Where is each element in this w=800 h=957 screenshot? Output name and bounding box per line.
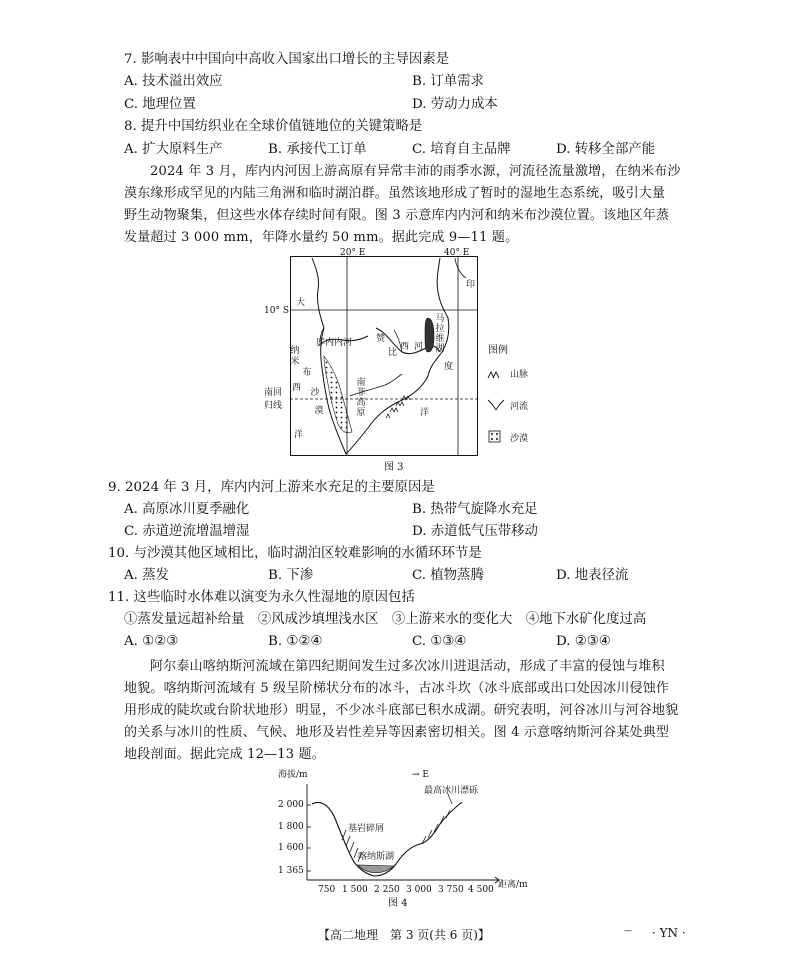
plateau-label-3: 高	[356, 398, 366, 408]
q9-option-c[interactable]: C. 赤道逆流增温增湿	[124, 524, 250, 539]
question-8-stem: 8. 提升中国纺织业在全球价值链地位的关键策略是	[124, 119, 423, 134]
q8-option-b[interactable]: B. 承接代工订单	[268, 142, 367, 157]
x-tick-2250: 2 250	[374, 885, 400, 895]
x-tick-1500: 1 500	[342, 885, 368, 895]
question-11-choices: ①蒸发量远超补给量 ②风成沙填埋浅水区 ③上游来水的变化大 ④地下水矿化度过高	[124, 612, 647, 627]
ocean-left-label-2: 洋	[294, 430, 304, 440]
q7-option-d[interactable]: D. 劳动力成本	[412, 97, 498, 112]
namib-label-2: 米	[290, 357, 300, 367]
tropic-label-line-1: 南回	[264, 388, 283, 398]
q8-option-d[interactable]: D. 转移全部产能	[556, 142, 656, 157]
valley-profile-line	[312, 802, 462, 876]
passage-1-line-3: 野生动物聚集，但这些水体存续时间有限。图 3 示意库内内河和纳米布沙漠位置。该地区年蒸	[124, 208, 670, 223]
q11-option-b[interactable]: B. ①②④	[268, 634, 323, 649]
zambezi-label-1: 赞	[376, 334, 386, 344]
namib-label-1: 纳	[290, 346, 300, 356]
lake-label: 喀纳斯湖	[358, 852, 395, 862]
africa-map	[290, 256, 478, 456]
namib-label-3: 布	[302, 368, 312, 378]
passage-1-line-2: 漠东缘形成罕见的内陆三角洲和临时湖泊群。虽然该地形成了暂时的湿地生态系统，吸引大量	[124, 186, 666, 201]
q11-option-c[interactable]: C. ①③④	[412, 634, 467, 649]
question-7-stem: 7. 影响表中中国向中高收入国家出口增长的主导因素是	[124, 52, 450, 67]
lake-label-4: 湖	[435, 344, 445, 354]
tropic-label-line-2: 归线	[264, 401, 283, 411]
lon-40e-label: 40° E	[444, 248, 470, 258]
q7-option-b[interactable]: B. 订单需求	[412, 74, 484, 89]
question-11-stem: 11. 这些临时水体难以演变为永久性湿地的原因包括	[108, 590, 415, 605]
plateau-label-2: 非	[356, 388, 366, 398]
x-tick-4500: 4 500	[468, 885, 494, 895]
legend-desert-label: 沙漠	[510, 434, 529, 444]
q11-option-a[interactable]: A. ①②③	[124, 634, 179, 649]
passage-2-line-3: 用形成的陡坎或台阶状地形）明显，不少冰斗底部已积水成湖。研究表明，河谷冰川与河谷地貌	[124, 703, 679, 718]
y-tick-1800: 1 800	[278, 822, 304, 832]
q9-option-b[interactable]: B. 热带气旋降水充足	[412, 502, 538, 517]
lat-10s-label: 10° S	[264, 306, 289, 316]
lake-label-2: 拉	[435, 324, 445, 334]
indian-label-1: 印	[466, 280, 476, 290]
lake-label-1: 马	[435, 314, 445, 324]
q10-option-d[interactable]: D. 地表径流	[556, 568, 629, 583]
namib-label-4: 沙	[310, 388, 320, 398]
ocean-left-top-label: 大	[296, 298, 306, 308]
namib-label-5: 漠	[314, 406, 324, 416]
q10-option-b[interactable]: B. 下渗	[268, 568, 314, 583]
y-tick-1365: 1 365	[278, 866, 304, 876]
valley-profile-figure-4	[262, 764, 528, 914]
x-tick-3000: 3 000	[406, 885, 432, 895]
legend-mountain-icon	[486, 366, 506, 380]
q10-option-a[interactable]: A. 蒸发	[124, 568, 169, 583]
q9-option-d[interactable]: D. 赤道低气压带移动	[412, 524, 538, 539]
footer-mark: —	[624, 926, 632, 935]
passage-1-line-1: 2024 年 3 月，库内内河因上游高原有异常丰沛的雨季水源，河流径流量激增，在纳米布沙	[150, 164, 681, 179]
q8-option-c[interactable]: C. 培育自主品牌	[412, 142, 511, 157]
legend-title: 图例	[488, 345, 508, 356]
footer-right: · YN ·	[652, 926, 686, 940]
ocean-left-label-1: 西	[292, 383, 302, 393]
lake-malawi	[425, 318, 434, 352]
indian-label-2: 度	[444, 362, 454, 372]
passage-1-line-4: 发量超过 3 000 mm，年降水量约 50 mm。据此完成 9—11 题。	[124, 230, 519, 245]
zambezi-label-4: 河	[414, 342, 424, 352]
legend-mountain-label: 山脉	[510, 370, 529, 380]
plateau-label-1: 南	[356, 378, 366, 388]
page-footer: 【高二地理 第 3 页(共 6 页)】	[318, 928, 490, 942]
lake-label-3: 维	[435, 334, 445, 344]
direction-label: → E	[412, 770, 429, 780]
question-9-stem: 9. 2024 年 3 月，库内内河上游来水充足的主要原因是	[108, 480, 435, 495]
legend-river-label: 河流	[510, 402, 529, 412]
q7-option-a[interactable]: A. 技术溢出效应	[124, 74, 223, 89]
figure-3-caption: 图 3	[384, 462, 404, 473]
q10-option-c[interactable]: C. 植物蒸腾	[412, 568, 484, 583]
lon-20e-label: 20° E	[340, 248, 366, 258]
passage-2-line-2: 地貌。喀纳斯河流域有 5 级呈阶梯状分布的冰斗，古冰斗坎（冰斗底部或出口处因冰川侵蚀作	[124, 681, 670, 696]
question-10-stem: 10. 与沙漠其他区域相比，临时湖泊区较难影响的水循环环节是	[108, 546, 482, 561]
legend-river-icon	[486, 398, 506, 412]
passage-2-line-5: 地段剖面。据此完成 12—13 题。	[124, 747, 325, 762]
q11-option-d[interactable]: D. ②③④	[556, 634, 611, 649]
q9-option-a[interactable]: A. 高原冰川夏季融化	[124, 502, 250, 517]
scree-label: 基岩碎屑	[348, 824, 385, 834]
kunene-river-label: 库内内河	[316, 338, 353, 348]
zambezi-label-2: 比	[388, 348, 398, 358]
x-axis-label: 距离/m	[498, 880, 528, 890]
x-tick-3750: 3 750	[438, 885, 464, 895]
q8-option-a[interactable]: A. 扩大原料生产	[124, 142, 223, 157]
y-tick-1600: 1 600	[278, 843, 304, 853]
plateau-label-4: 原	[356, 408, 366, 418]
zambezi-label-3: 西	[400, 342, 410, 352]
boulder-label: 最高冰川漂砾	[424, 786, 479, 796]
boulder-hatching	[422, 810, 450, 844]
q7-option-c[interactable]: C. 地理位置	[124, 97, 196, 112]
x-tick-750: 750	[318, 885, 336, 895]
passage-2-line-1: 阿尔泰山喀纳斯河流域在第四纪期间发生过多次冰川进退活动，形成了丰富的侵蚀与堆积	[150, 659, 665, 674]
legend-desert-icon	[488, 430, 502, 444]
y-tick-2000: 2 000	[278, 800, 304, 810]
figure-4-caption: 图 4	[388, 898, 408, 909]
map-legend	[486, 346, 546, 446]
map-figure-3	[264, 248, 478, 456]
indian-label-3: 洋	[420, 408, 430, 418]
y-axis-label: 海拔/m	[278, 770, 308, 780]
passage-2-line-4: 的关系与冰川的性质、气候、地形及岩性差异等因素密切相关。图 4 示意喀纳斯河谷某处典型	[124, 725, 670, 740]
